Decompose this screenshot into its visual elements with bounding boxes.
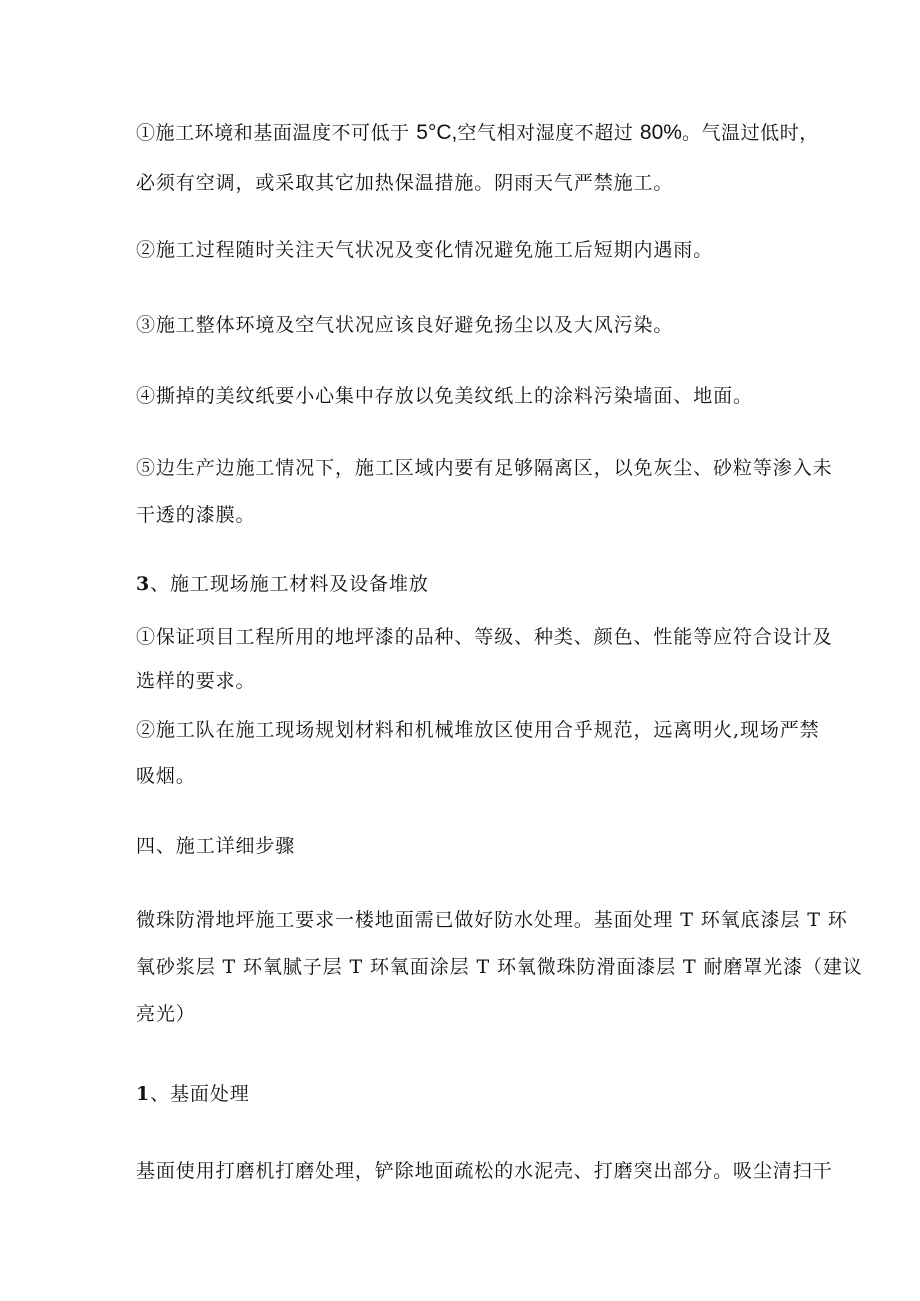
- paragraph-1-text-a: ①施工环境和基面温度不可低于: [136, 122, 417, 144]
- section-heading-1-number: 1: [136, 1083, 151, 1105]
- section-heading-3-number: 3: [136, 573, 151, 595]
- paragraph-5-line-1: ⑤边生产边施工情况下，施工区域内要有足够隔离区，以免灰尘、砂粒等渗入未: [136, 457, 833, 479]
- temperature-value: 5°C,: [416, 121, 458, 144]
- humidity-value: 80%: [639, 121, 682, 144]
- paragraph-1-text-c: 空气相对湿度不超过: [457, 122, 640, 144]
- paragraph-6-line-1: ①保证项目工程所用的地坪漆的品种、等级、种类、颜色、性能等应符合设计及: [136, 626, 833, 648]
- paragraph-7-line-2: 吸烟。: [136, 765, 196, 787]
- paragraph-8-line-3: 亮光）: [136, 1003, 196, 1025]
- paragraph-1-line-2: 必须有空调，或采取其它加热保温措施。阴雨天气严禁施工。: [136, 172, 674, 194]
- section-heading-3: [136, 572, 429, 596]
- paragraph-7-line-1: ②施工队在施工现场规划材料和机械堆放区使用合乎规范，远离明火,现场严禁: [136, 719, 820, 741]
- paragraph-8-line-2: 氧砂浆层 T 环氧腻子层 T 环氧面涂层 T 环氧微珠防滑面漆层 T 耐磨罩光漆（建议: [136, 956, 863, 978]
- paragraph-5-line-2: 干透的漆膜。: [136, 504, 256, 526]
- paragraph-8-line-1: 微珠防滑地坪施工要求一楼地面需已做好防水处理。基面处理 T 环氧底漆层 T 环: [136, 909, 848, 931]
- paragraph-3: ③施工整体环境及空气状况应该良好避免扬尘以及大风污染。: [136, 314, 674, 336]
- paragraph-6-line-2: 选样的要求。: [136, 670, 256, 692]
- paragraph-1-line-1: [136, 121, 819, 145]
- paragraph-2: ②施工过程随时关注天气状况及变化情况避免施工后短期内遇雨。: [136, 239, 714, 261]
- paragraph-9-line-1: 基面使用打磨机打磨处理，铲除地面疏松的水泥壳、打磨突出部分。吸尘清扫干: [136, 1160, 833, 1182]
- section-heading-3-text: 、施工现场施工材料及设备堆放: [150, 573, 429, 595]
- paragraph-4: ④撕掉的美纹纸要小心集中存放以免美纹纸上的涂料污染墙面、地面。: [136, 385, 753, 407]
- section-heading-1: [136, 1082, 250, 1106]
- section-heading-4: 四、施工详细步骤: [136, 835, 296, 857]
- section-heading-1-text: 、基面处理: [150, 1083, 250, 1105]
- paragraph-1-text-e: 。气温过低时，: [681, 122, 819, 144]
